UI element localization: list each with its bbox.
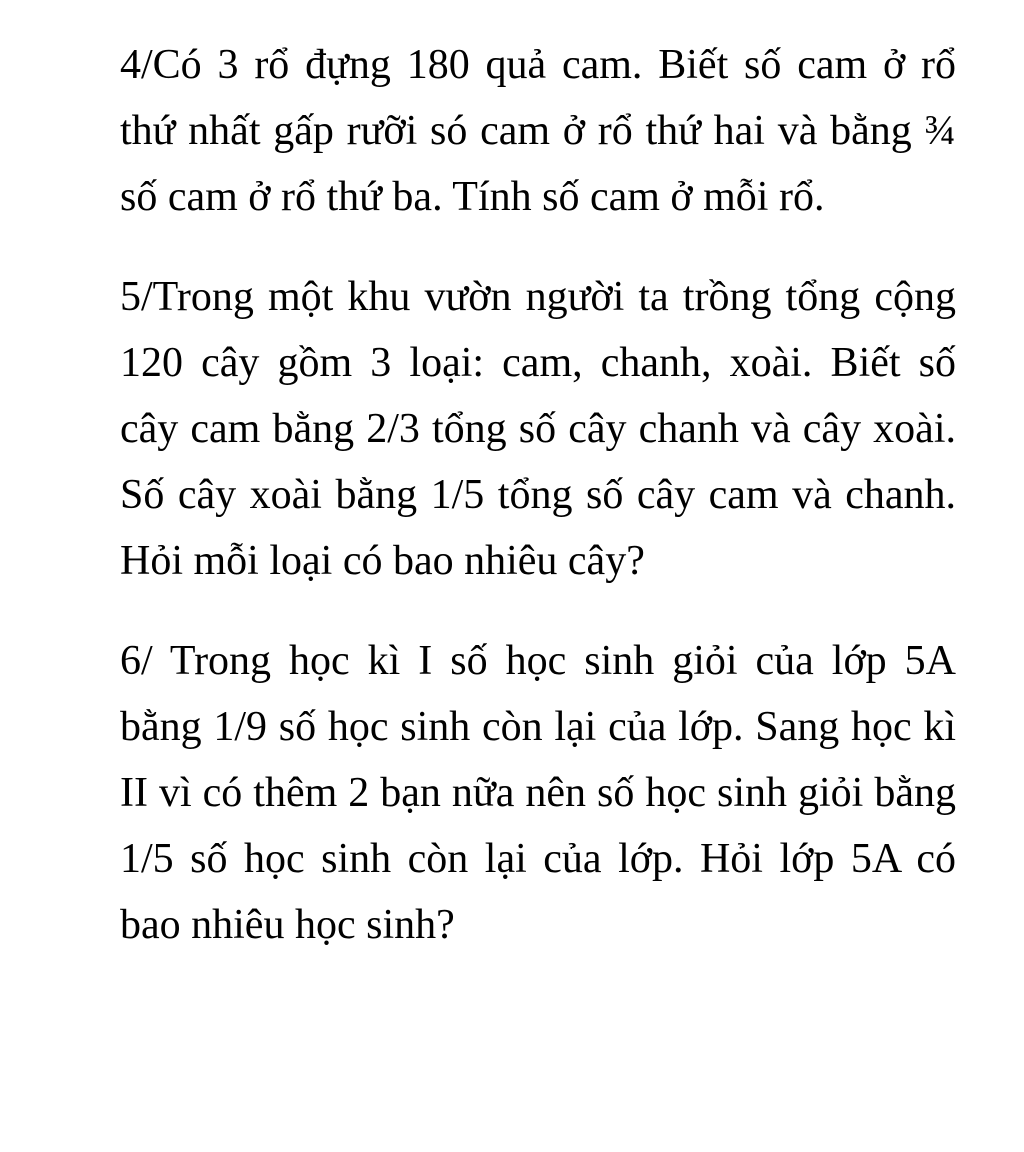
problem-6: 6/ Trong học kì I số học sinh giỏi của lớp 5A bằng 1/9 số học sinh còn lại của lớp. Sang học kì II vì có thêm 2 bạn nữa nên số học sinh giỏi bằng 1/5 số học sinh còn lại của lớp. Hỏi lớp 5A có bao nhiêu học sinh? [120, 638, 956, 948]
document-page [120, 32, 956, 992]
problem-5: 5/Trong một khu vườn người ta trồng tổng cộng 120 cây gồm 3 loại: cam, chanh, xoài. Biết số cây cam bằng 2/3 tổng số cây chanh và cây xoài. Số cây xoài bằng 1/5 tổng số cây cam và chanh. Hỏi mỗi loại có bao nhiêu cây? [120, 274, 956, 584]
problem-4: 4/Có 3 rổ đựng 180 quả cam. Biết số cam ở rổ thứ nhất gấp rưỡi só cam ở rổ thứ hai và bằng ¾ số cam ở rổ thứ ba. Tính số cam ở mỗi rổ. [120, 42, 956, 220]
